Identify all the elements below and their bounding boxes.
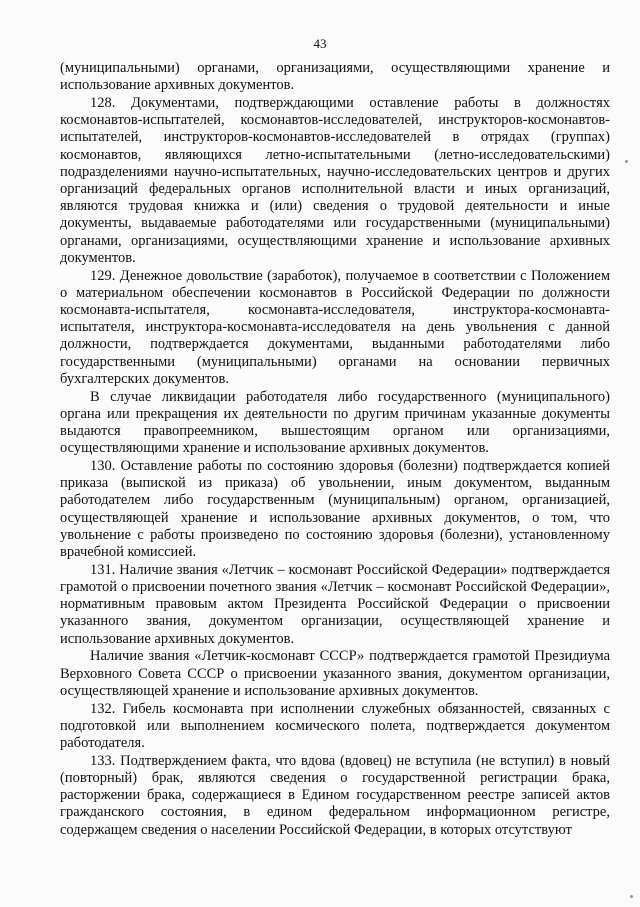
paragraph-131-ussr: Наличие звания «Летчик-космонавт СССР» подтверждается грамотой Президиума Верховного Совета СССР о присвоении указанного звания, документом организации, осуществляющей хранение и использование архивных документов. [60, 648, 610, 699]
paragraph-129-liquidation: В случае ликвидации работодателя либо государственного (муниципального) органа или прекращения их деятельности по другим причинам указанные документы выдаются правопреемником, вышестоящим органом или организациями, осуществляющими хранение и использование архивных документов. [60, 388, 610, 457]
scan-speck [630, 895, 633, 898]
paragraph-129: 129. Денежное довольствие (заработок), получаемое в соответствии с Положением о материальном обеспечении космонавтов в Российской Федерации по должности космонавта-испытателя, космонавта-исследователя, инструктора-космонавта-испытателя, инструктора-космонавта-исследователя на день увольнения с данной должности, подтверждается документами, выданными работодателями либо государственными (муниципальными) органами на основании первичных бухгалтерских документов. [60, 267, 610, 387]
paragraph-132: 132. Гибель космонавта при исполнении служебных обязанностей, связанных с подготовкой или выполнением космического полета, подтверждается документом работодателя. [60, 700, 610, 752]
paragraph-continuation: (муниципальными) органами, организациями, осуществляющими хранение и использование архивных документов. [60, 60, 610, 94]
document-body [60, 60, 610, 839]
paragraph-131: 131. Наличие звания «Летчик – космонавт Российской Федерации» подтверждается грамотой о присвоении почетного звания «Летчик – космонавт Российской Федерации», нормативным правовым актом Президента Российской Федерации о присвоении указанного звания, документом организации, осуществляющей хранение и использование архивных документов. [60, 561, 610, 647]
paragraph-133: 133. Подтверждением факта, что вдова (вдовец) не вступила (не вступил) в новый (повторный) брак, являются сведения о государственной регистрации брака, расторжении брака, содержащиеся в Едином государственном реестре записей актов гражданского состояния, в едином федеральном информационном регистре, содержащем сведения о населении Российской Федерации, в которых отсутствуют [60, 752, 610, 838]
paragraph-128: 128. Документами, подтверждающими оставление работы в должностях космонавтов-испытателей, космонавтов-исследователей, инструкторов-космонавтов-испытателей, инструкторов-космонавтов-исследователей в отрядах (группах) космонавтов, являющихся летно-испытательными (летно-исследовательскими) подразделениями научно-испытательных, научно-исследовательских центров и других организаций федеральных органов исполнительной власти и иных организаций, являются трудовая книжка и (или) сведения о трудовой деятельности и иные документы, выдаваемые работодателями или государственными (муниципальными) органами, организациями, осуществляющими хранение и использование архивных документов. [60, 95, 610, 266]
scan-speck [625, 160, 628, 163]
page-number: 43 [313, 36, 327, 51]
paragraph-130: 130. Оставление работы по состоянию здоровья (болезни) подтверждается копией приказа (выпиской из приказа) об увольнении, иным документом, выданным работодателем либо государственным (муниципальным) органом, организацией, осуществляющей хранение и использование архивных документов, о том, что увольнение с работы произведено по состоянию здоровья (болезни), установленному врачебной комиссией. [60, 458, 610, 561]
